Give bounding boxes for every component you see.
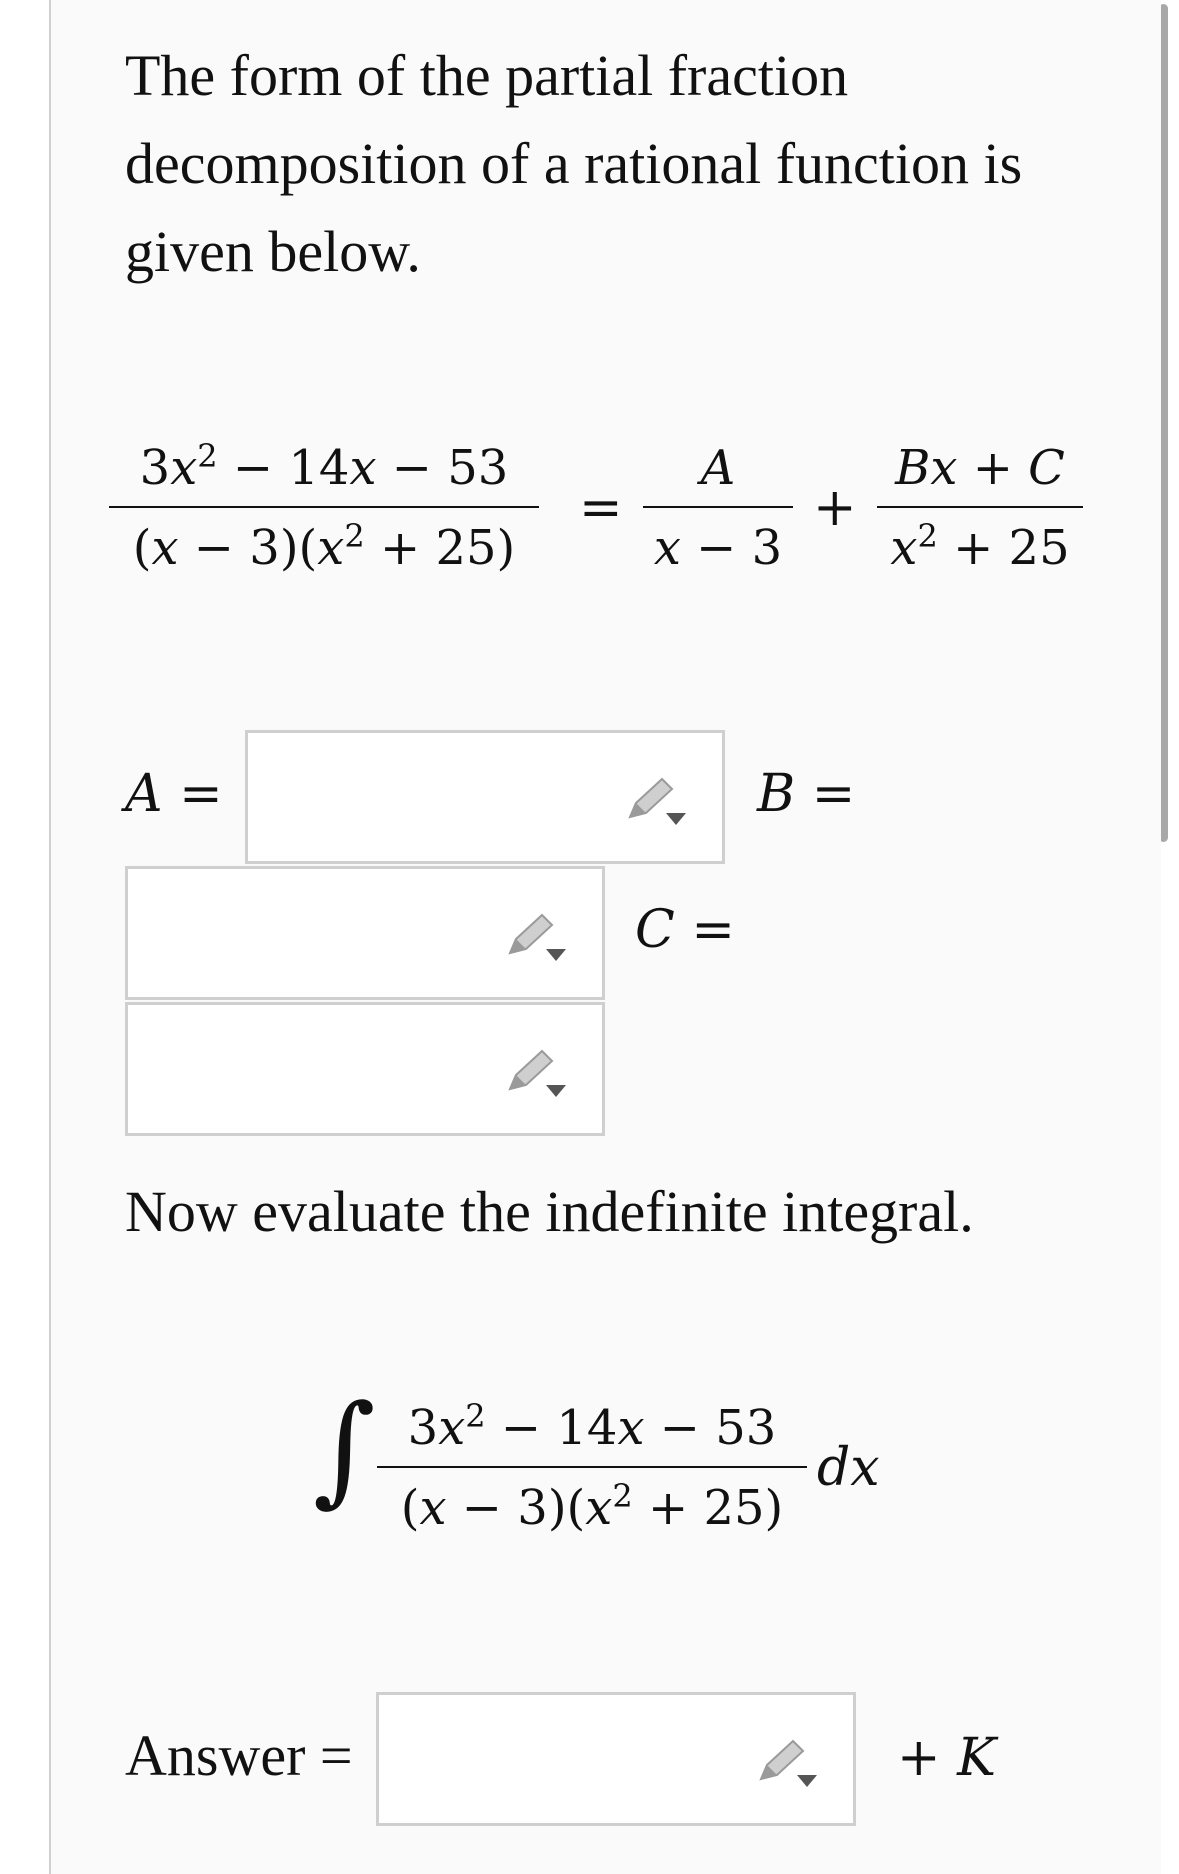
answer-label: Answer =: [125, 1723, 353, 1788]
input-C[interactable]: [138, 1015, 474, 1125]
integrand-fraction: $3x^2 - 14x - 53$ $(x - 3)(x^2 + 25)$: [377, 1400, 807, 1536]
label-A: A =: [125, 764, 223, 824]
label-B: B =: [757, 764, 856, 824]
label-C: C =: [635, 900, 735, 960]
pencil-dropdown-icon[interactable]: [502, 909, 572, 965]
input-integral[interactable]: [389, 1705, 725, 1815]
constant-of-integration: + K: [897, 1728, 996, 1788]
term1-fraction: A x − 3: [643, 440, 793, 576]
problem-panel: [49, 0, 1161, 1874]
pencil-dropdown-icon[interactable]: [502, 1045, 572, 1101]
lhs-fraction: $3x^2 - 14x - 53$ $(x - 3)(x^2 + 25)$: [109, 440, 539, 576]
intro-text: The form of the partial fraction decomposition of a rational function is given below.: [125, 43, 1023, 284]
term2-fraction: Bx + C $x^2 + 25$: [877, 440, 1083, 576]
differential: dx: [817, 1438, 880, 1498]
plus-sign: +: [813, 478, 857, 538]
answer-field-B[interactable]: [125, 866, 605, 1000]
equals-sign: =: [579, 478, 623, 538]
answer-field-integral[interactable]: [376, 1692, 856, 1826]
integral-sign: ∫: [313, 1380, 376, 1519]
answer-field-C[interactable]: [125, 1002, 605, 1136]
pencil-dropdown-icon[interactable]: [622, 773, 692, 829]
instruction-text: Now evaluate the indefinite integral.: [125, 1179, 974, 1244]
pencil-dropdown-icon[interactable]: [753, 1735, 823, 1791]
answer-field-A[interactable]: [245, 730, 725, 864]
input-B[interactable]: [138, 879, 474, 989]
input-A[interactable]: [258, 743, 594, 853]
